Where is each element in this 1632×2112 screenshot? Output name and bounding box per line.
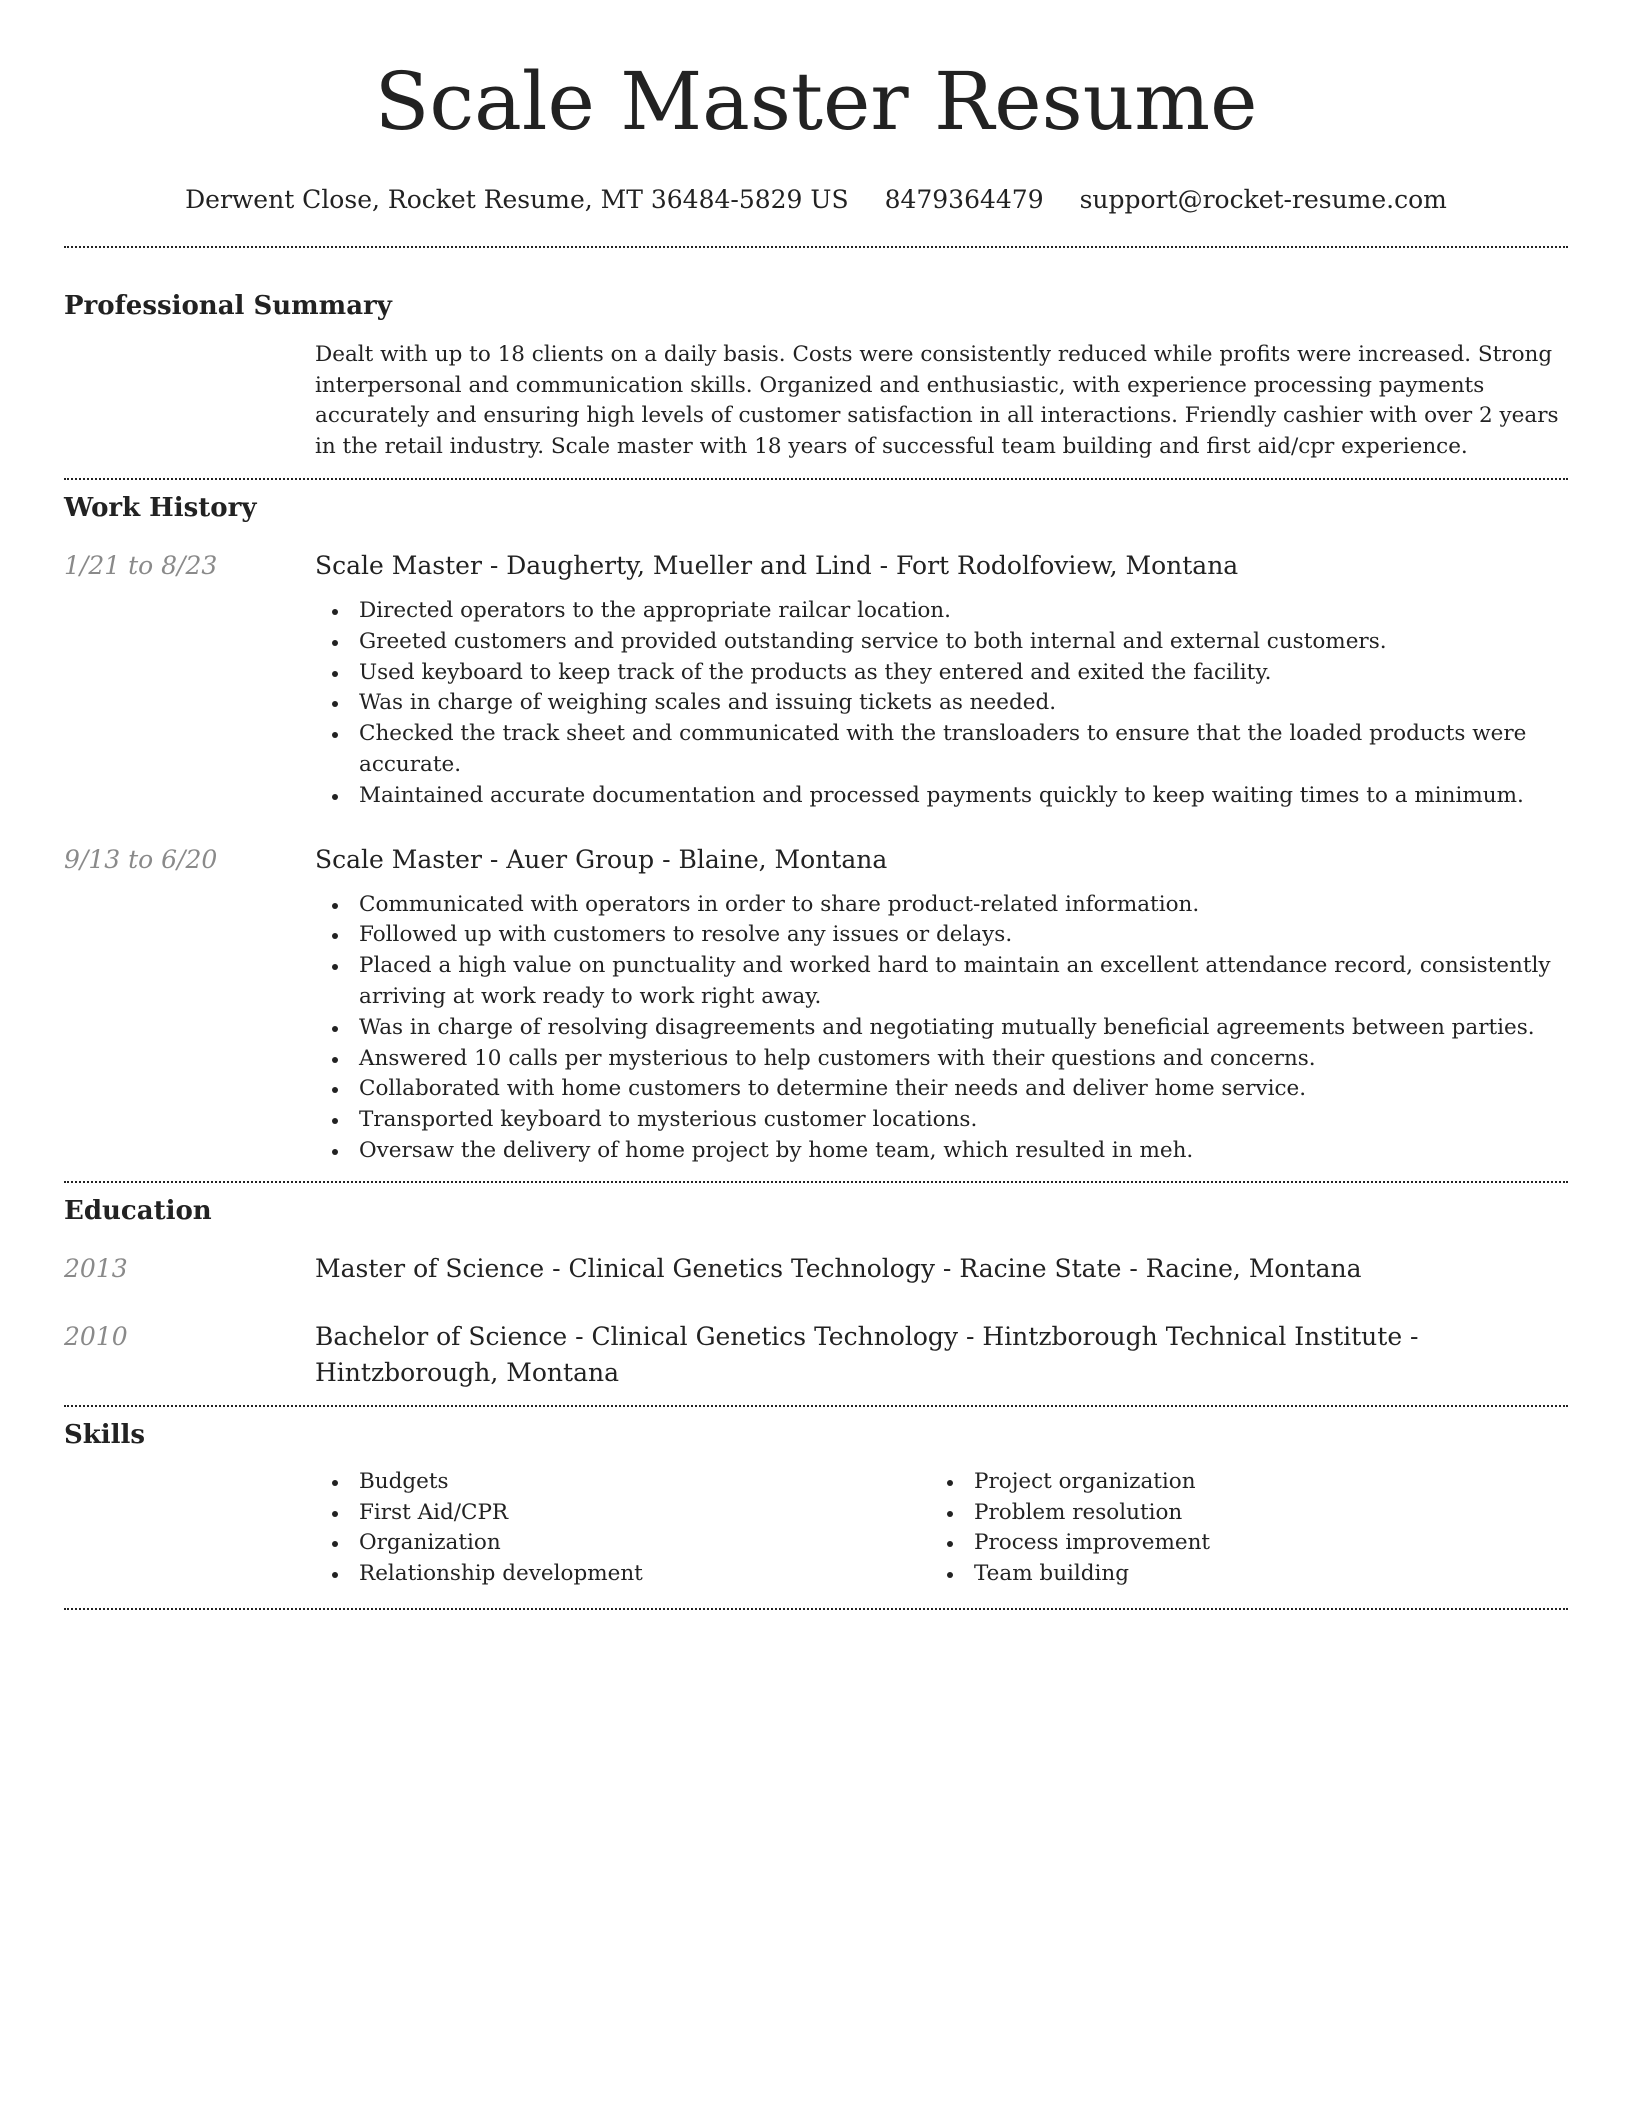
education-title: Education (64, 1195, 212, 1226)
job-entry (64, 548, 1568, 812)
job-dates: 9/13 to 6/20 (64, 844, 218, 874)
list-item: Budgets (315, 1467, 930, 1498)
job-title: Scale Master - Auer Group - Blaine, Montana (315, 844, 888, 874)
list-item: Communicated with operators in order to share product-related information. (315, 890, 1568, 921)
education-degree: Master of Science - Clinical Genetics Technology - Racine State - Racine, Montana (315, 1253, 1362, 1283)
list-item: Project organization (930, 1467, 1545, 1498)
skills-list-right (930, 1467, 1545, 1590)
summary-section (64, 248, 1568, 462)
skills-section (64, 1407, 1568, 1590)
contact-address: Derwent Close, Rocket Resume, MT 36484-5829 US (185, 185, 849, 214)
list-item: Relationship development (315, 1559, 930, 1590)
list-item: Placed a high value on punctuality and worked hard to maintain an excellent attendance record, consistently arriving at work ready to work right away. (315, 951, 1568, 1013)
skills-divider (64, 1608, 1568, 1610)
education-entry (64, 1251, 1568, 1287)
contact-phone: 8479364479 (884, 185, 1044, 214)
education-year: 2010 (64, 1321, 128, 1351)
education-entry (64, 1319, 1568, 1391)
list-item: Oversaw the delivery of home project by home team, which resulted in meh. (315, 1136, 1568, 1167)
list-item: Used keyboard to keep track of the products as they entered and exited the facility. (315, 658, 1568, 689)
skills-grid (315, 1467, 1568, 1590)
contact-email: support@rocket-resume.com (1079, 185, 1447, 214)
resume-header (64, 0, 1568, 218)
list-item: Process improvement (930, 1528, 1545, 1559)
list-item: Greeted customers and provided outstanding service to both internal and external customers. (315, 627, 1568, 658)
list-item: Directed operators to the appropriate railcar location. (315, 596, 1568, 627)
list-item: Checked the track sheet and communicated with the transloaders to ensure that the loaded products were accurate. (315, 719, 1568, 781)
list-item: Answered 10 calls per mysterious to help customers with their questions and concerns. (315, 1044, 1568, 1075)
list-item: Was in charge of weighing scales and issuing tickets as needed. (315, 688, 1568, 719)
education-year: 2013 (64, 1253, 128, 1283)
summary-title: Professional Summary (64, 291, 392, 321)
education-section (64, 1183, 1568, 1391)
job-dates: 1/21 to 8/23 (64, 551, 218, 580)
list-item: Was in charge of resolving disagreements and negotiating mutually beneficial agreements between parties. (315, 1013, 1568, 1044)
list-item: Collaborated with home customers to determine their needs and deliver home service. (315, 1074, 1568, 1105)
list-item: Transported keyboard to mysterious customer locations. (315, 1105, 1568, 1136)
job-bullets (315, 596, 1568, 812)
education-degree: Bachelor of Science - Clinical Genetics Technology - Hintzborough Technical Institute - Hintzborough, Montana (315, 1321, 1419, 1387)
work-history-title: Work History (64, 493, 257, 523)
skills-list-left (315, 1467, 930, 1590)
list-item: Team building (930, 1559, 1545, 1590)
job-bullets (315, 890, 1568, 1167)
list-item: Problem resolution (930, 1498, 1545, 1529)
contact-line (64, 182, 1568, 218)
list-item: First Aid/CPR (315, 1498, 930, 1529)
list-item: Organization (315, 1528, 930, 1559)
work-history-section (64, 480, 1568, 1167)
job-entry (64, 842, 1568, 1167)
resume-name: Scale Master Resume (374, 55, 1258, 148)
list-item: Maintained accurate documentation and processed payments quickly to keep waiting times to a minimum. (315, 781, 1568, 812)
job-title: Scale Master - Daugherty, Mueller and Lind - Fort Rodolfoview, Montana (315, 551, 1239, 580)
list-item: Followed up with customers to resolve any issues or delays. (315, 920, 1568, 951)
skills-title: Skills (64, 1419, 146, 1450)
summary-text: Dealt with up to 18 clients on a daily basis. Costs were consistently reduced while profits were increased. Strong interpersonal and communication skills. Organized and enthusiastic, with experience processing payments accurately and ensuring high levels of customer satisfaction in all interactions. Friendly cashier with over 2 years in the retail industry. Scale master with 18 years of successful team building and first aid/cpr experience. (315, 342, 1559, 459)
